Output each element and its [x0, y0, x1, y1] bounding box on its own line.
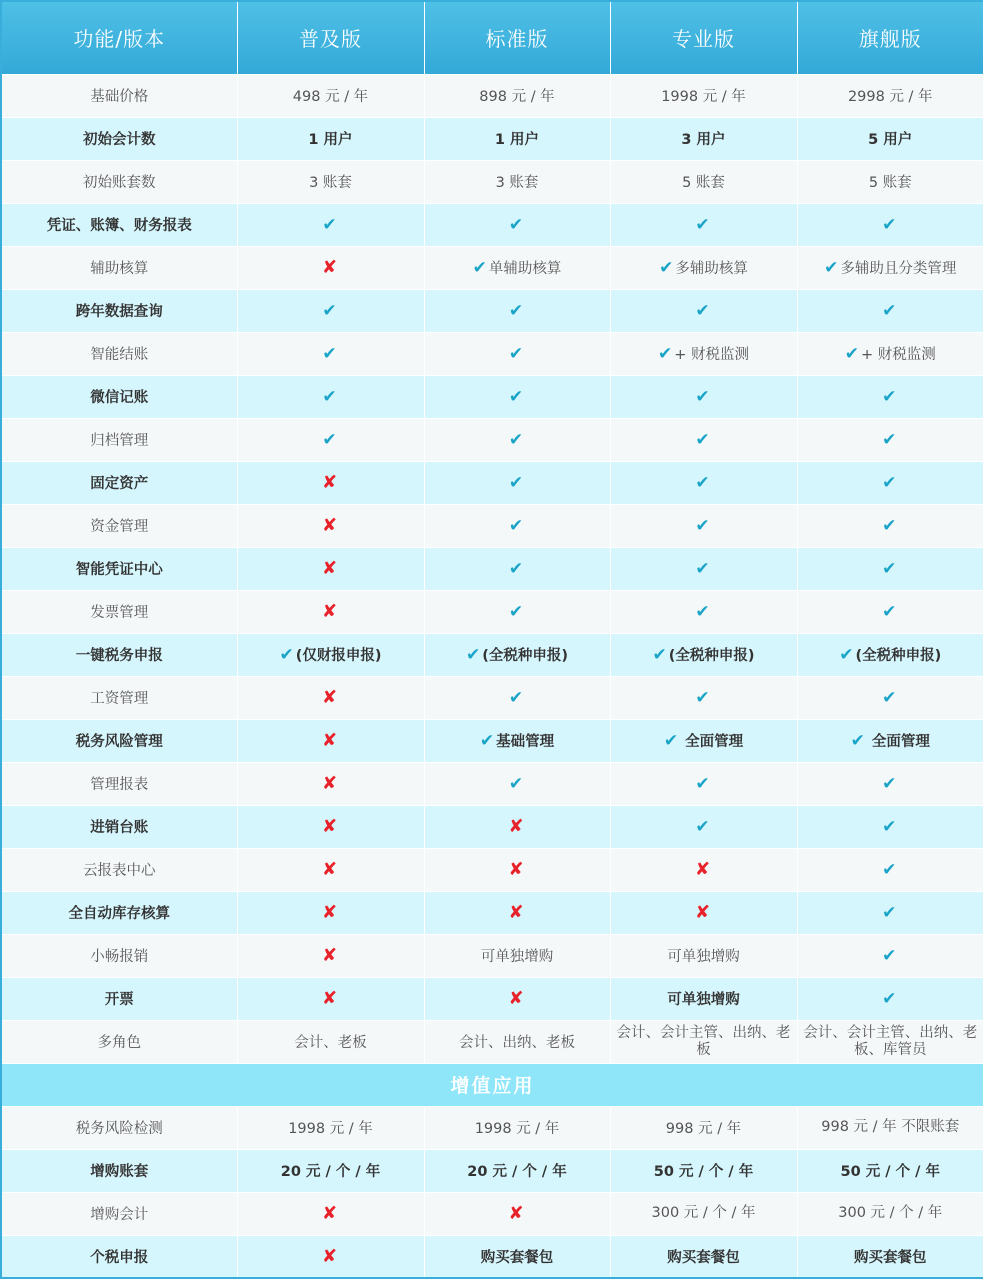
edition-cell [797, 246, 983, 289]
edition-cell [424, 848, 610, 891]
edition-cell [237, 117, 424, 160]
check-icon: ✔ [882, 558, 897, 579]
edition-cell [610, 203, 797, 246]
check-icon: ✔ [695, 300, 710, 321]
check-icon: ✔ [279, 645, 294, 665]
edition-cell [797, 547, 983, 590]
cell-value: 2998 元 / 年 [847, 89, 933, 105]
cell-value: 498 元 / 年 [292, 89, 369, 105]
edition-cell [610, 504, 797, 547]
edition-cell [424, 977, 610, 1020]
check-icon: ✔ [882, 386, 897, 407]
edition-cell [610, 676, 797, 719]
edition-cell [424, 1149, 610, 1192]
edition-cell [797, 160, 983, 203]
check-icon: ✔ [882, 773, 897, 794]
check-icon: ✔ [695, 601, 710, 622]
edition-cell [237, 246, 424, 289]
cross-icon: ✘ [321, 902, 338, 923]
edition-cell [424, 117, 610, 160]
edition-cell [237, 805, 424, 848]
edition-cell [797, 1149, 983, 1192]
edition-cell [424, 1106, 610, 1149]
edition-cell [237, 547, 424, 590]
edition-cell [610, 1020, 797, 1063]
check-icon: ✔ [322, 300, 337, 321]
feature-name: 税务风险管理 [1, 719, 237, 762]
check-icon: ✔ [508, 300, 524, 321]
cell-value: 50 元 / 个 / 年 [653, 1164, 754, 1180]
check-icon: ✔ [882, 429, 897, 450]
table-row [1, 160, 983, 203]
feature-name: 发票管理 [1, 590, 237, 633]
table-row [1, 289, 983, 332]
edition-cell [237, 719, 424, 762]
edition-cell [797, 676, 983, 719]
cross-icon: ✘ [321, 1203, 338, 1224]
edition-cell [424, 1192, 610, 1235]
cell-value: 3 用户 [681, 132, 726, 148]
check-icon: ✔ [882, 816, 897, 837]
edition-cell [237, 1149, 424, 1192]
feature-name: 进销台账 [1, 805, 237, 848]
check-icon: ✔ [695, 214, 710, 235]
edition-cell [424, 74, 610, 117]
edition-cell [797, 633, 983, 676]
feature-name: 凭证、账簿、财务报表 [1, 203, 237, 246]
edition-cell [797, 934, 983, 977]
check-icon: ✔ [663, 731, 679, 751]
cell-value: 会计、会计主管、出纳、老板 [616, 1024, 791, 1058]
cross-icon: ✘ [321, 558, 338, 579]
table-row [1, 504, 983, 547]
cross-icon: ✘ [508, 988, 524, 1009]
edition-cell [237, 676, 424, 719]
cross-icon: ✘ [321, 730, 338, 751]
edition-cell [797, 332, 983, 375]
edition-cell [610, 762, 797, 805]
edition-cell [797, 848, 983, 891]
edition-cell [610, 1106, 797, 1149]
edition-cell [610, 74, 797, 117]
cell-note: + 财税监测 [860, 347, 936, 363]
edition-cell [610, 289, 797, 332]
table-row [1, 117, 983, 160]
feature-name: 初始账套数 [1, 160, 237, 203]
cross-icon: ✘ [508, 859, 524, 880]
cell-value: 1998 元 / 年 [474, 1121, 560, 1137]
check-icon: ✔ [882, 902, 897, 923]
check-icon: ✔ [508, 558, 524, 579]
check-icon: ✔ [322, 343, 337, 364]
check-icon: ✔ [657, 344, 673, 364]
edition-cell [237, 289, 424, 332]
cell-value: 3 账套 [309, 175, 352, 191]
header-feature-version: 功能/版本 [1, 1, 237, 74]
cell-note: (仅财报申报) [295, 648, 382, 664]
cell-value: 898 元 / 年 [479, 89, 555, 105]
cell-value: 5 账套 [682, 175, 725, 191]
edition-cell [610, 160, 797, 203]
edition-cell [797, 762, 983, 805]
edition-cell [424, 1020, 610, 1063]
feature-name: 初始会计数 [1, 117, 237, 160]
edition-cell [237, 1235, 424, 1278]
check-icon: ✔ [695, 558, 710, 579]
check-icon: ✔ [472, 258, 487, 278]
cell-value: 1 用户 [308, 132, 353, 148]
edition-cell [610, 977, 797, 1020]
table-row [1, 762, 983, 805]
edition-cell [424, 805, 610, 848]
check-icon: ✔ [844, 344, 859, 364]
table-row [1, 719, 983, 762]
check-icon: ✔ [465, 645, 481, 665]
feature-name: 管理报表 [1, 762, 237, 805]
check-icon: ✔ [824, 258, 839, 278]
header-edition-flagship: 旗舰版 [797, 1, 983, 74]
check-icon: ✔ [479, 731, 495, 751]
check-icon: ✔ [882, 859, 897, 880]
table-row [1, 375, 983, 418]
check-icon: ✔ [508, 515, 524, 536]
edition-cell [424, 676, 610, 719]
table-body [1, 74, 983, 1278]
table-row [1, 246, 983, 289]
cross-icon: ✘ [321, 945, 338, 966]
table-row [1, 934, 983, 977]
table-row [1, 1192, 983, 1235]
feature-name: 资金管理 [1, 504, 237, 547]
check-icon: ✔ [695, 386, 710, 407]
check-icon: ✔ [882, 214, 897, 235]
feature-name: 跨年数据查询 [1, 289, 237, 332]
feature-name: 小畅报销 [1, 934, 237, 977]
edition-cell [797, 719, 983, 762]
edition-cell [610, 418, 797, 461]
edition-cell [237, 504, 424, 547]
feature-name: 一键税务申报 [1, 633, 237, 676]
edition-cell [797, 117, 983, 160]
cell-value: 购买套餐包 [667, 1249, 740, 1266]
check-icon: ✔ [322, 214, 337, 235]
edition-cell [424, 461, 610, 504]
edition-cell [610, 461, 797, 504]
check-icon: ✔ [322, 386, 337, 407]
cell-value: 998 元 / 年 不限账套 [821, 1119, 960, 1135]
table-row [1, 1020, 983, 1063]
cross-icon: ✘ [321, 687, 338, 708]
cross-icon: ✘ [321, 472, 338, 493]
edition-cell [610, 1235, 797, 1278]
section-row [1, 1063, 983, 1106]
edition-cell [797, 289, 983, 332]
table-row [1, 676, 983, 719]
cell-value: 会计、老板 [294, 1035, 367, 1051]
edition-cell [237, 203, 424, 246]
edition-cell [797, 461, 983, 504]
cell-note: 多辅助且分类管理 [840, 261, 957, 277]
check-icon: ✔ [882, 601, 897, 622]
edition-cell [610, 1149, 797, 1192]
check-icon: ✔ [882, 515, 897, 536]
cell-value: 1998 元 / 年 [288, 1121, 373, 1137]
feature-name: 智能凭证中心 [1, 547, 237, 590]
cell-note: (全税种申报) [668, 648, 755, 664]
cell-note: 全面管理 [866, 734, 930, 750]
edition-cell [424, 719, 610, 762]
cross-icon: ✘ [694, 902, 711, 923]
edition-cell [237, 74, 424, 117]
check-icon: ✔ [882, 687, 897, 708]
edition-cell [237, 418, 424, 461]
cell-note: 多辅助核算 [675, 261, 748, 277]
edition-cell [237, 461, 424, 504]
feature-name: 云报表中心 [1, 848, 237, 891]
cell-value: 会计、出纳、老板 [459, 1035, 575, 1051]
cell-value: 5 账套 [868, 175, 912, 191]
check-icon: ✔ [695, 816, 710, 837]
cross-icon: ✘ [694, 859, 711, 880]
check-icon: ✔ [508, 343, 524, 364]
check-icon: ✔ [322, 429, 337, 450]
table-row [1, 332, 983, 375]
edition-cell [237, 1020, 424, 1063]
check-icon: ✔ [850, 731, 865, 751]
edition-cell [237, 590, 424, 633]
cell-value: 3 账套 [495, 175, 539, 191]
edition-cell [610, 590, 797, 633]
table-row [1, 1106, 983, 1149]
cell-value: 50 元 / 个 / 年 [840, 1164, 940, 1180]
edition-cell [237, 848, 424, 891]
cross-icon: ✘ [321, 859, 338, 880]
edition-cell [424, 375, 610, 418]
edition-cell [797, 1020, 983, 1063]
cross-icon: ✘ [321, 601, 338, 622]
table-row [1, 203, 983, 246]
cross-icon: ✘ [321, 816, 338, 837]
edition-cell [424, 1235, 610, 1278]
edition-cell [424, 203, 610, 246]
cell-note: 基础管理 [496, 734, 555, 750]
edition-cell [237, 1106, 424, 1149]
check-icon: ✔ [882, 472, 897, 493]
check-icon: ✔ [882, 300, 897, 321]
check-icon: ✔ [508, 386, 524, 407]
header-edition-professional: 专业版 [610, 1, 797, 74]
feature-name: 全自动库存核算 [1, 891, 237, 934]
edition-cell [424, 289, 610, 332]
check-icon: ✔ [652, 645, 667, 665]
edition-cell [797, 805, 983, 848]
edition-cell [797, 1106, 983, 1149]
cell-value: 可单独增购 [667, 949, 740, 965]
cell-value: 5 用户 [868, 132, 913, 148]
edition-cell [424, 891, 610, 934]
cell-value: 会计、会计主管、出纳、老板、库管员 [803, 1024, 978, 1058]
cell-note: + 财税监测 [674, 347, 749, 363]
check-icon: ✔ [695, 472, 710, 493]
edition-cell [237, 633, 424, 676]
check-icon: ✔ [659, 258, 674, 278]
cell-value: 购买套餐包 [480, 1249, 554, 1266]
edition-cell [797, 203, 983, 246]
edition-cell [610, 375, 797, 418]
cross-icon: ✘ [321, 515, 338, 536]
cross-icon: ✘ [508, 1203, 524, 1224]
edition-cell [797, 74, 983, 117]
edition-cell [424, 633, 610, 676]
cell-note: (全税种申报) [482, 648, 568, 664]
check-icon: ✔ [508, 429, 524, 450]
edition-cell [797, 1235, 983, 1278]
cell-note: (全税种申报) [855, 648, 942, 664]
edition-cell [797, 504, 983, 547]
check-icon: ✔ [508, 773, 524, 794]
table-row [1, 805, 983, 848]
check-icon: ✔ [508, 601, 524, 622]
feature-name: 智能结账 [1, 332, 237, 375]
edition-cell [424, 160, 610, 203]
table-row [1, 461, 983, 504]
check-icon: ✔ [695, 773, 710, 794]
feature-name: 辅助核算 [1, 246, 237, 289]
cell-value: 可单独增购 [480, 949, 554, 965]
cell-value: 1998 元 / 年 [661, 89, 746, 105]
feature-name: 增购会计 [1, 1192, 237, 1235]
edition-cell [610, 246, 797, 289]
cross-icon: ✘ [321, 988, 338, 1009]
edition-cell [424, 590, 610, 633]
cell-value: 300 元 / 个 / 年 [838, 1205, 943, 1221]
edition-cell [424, 762, 610, 805]
edition-cell [424, 246, 610, 289]
check-icon: ✔ [695, 515, 710, 536]
edition-cell [237, 1192, 424, 1235]
table-row [1, 1149, 983, 1192]
feature-name: 工资管理 [1, 676, 237, 719]
check-icon: ✔ [695, 687, 710, 708]
edition-cell [424, 504, 610, 547]
cross-icon: ✘ [508, 902, 524, 923]
table-row [1, 590, 983, 633]
check-icon: ✔ [508, 214, 524, 235]
edition-cell [237, 160, 424, 203]
feature-name: 基础价格 [1, 74, 237, 117]
cross-icon: ✘ [508, 816, 524, 837]
edition-cell [237, 332, 424, 375]
check-icon: ✔ [882, 988, 897, 1009]
feature-name: 税务风险检测 [1, 1106, 237, 1149]
edition-cell [610, 848, 797, 891]
cell-note: 全面管理 [680, 734, 744, 750]
feature-name: 归档管理 [1, 418, 237, 461]
edition-cell [237, 375, 424, 418]
edition-cell [424, 418, 610, 461]
edition-cell [610, 332, 797, 375]
check-icon: ✔ [882, 945, 897, 966]
edition-cell [610, 719, 797, 762]
table-row [1, 547, 983, 590]
cell-note: 单辅助核算 [488, 261, 562, 277]
edition-cell [610, 891, 797, 934]
check-icon: ✔ [695, 429, 710, 450]
table-row [1, 633, 983, 676]
cell-value: 300 元 / 个 / 年 [651, 1205, 756, 1221]
header-edition-basic: 普及版 [237, 1, 424, 74]
check-icon: ✔ [839, 645, 854, 665]
section-title: 增值应用 [1, 1063, 983, 1106]
edition-cell [424, 332, 610, 375]
edition-cell [424, 934, 610, 977]
cross-icon: ✘ [321, 1245, 338, 1267]
table-row [1, 418, 983, 461]
edition-cell [610, 934, 797, 977]
check-icon: ✔ [508, 472, 524, 493]
feature-name: 个税申报 [1, 1235, 237, 1278]
edition-cell [797, 891, 983, 934]
table-row [1, 891, 983, 934]
feature-name: 增购账套 [1, 1149, 237, 1192]
table-row [1, 848, 983, 891]
edition-cell [237, 934, 424, 977]
edition-cell [610, 547, 797, 590]
cell-value: 998 元 / 年 [665, 1121, 742, 1137]
edition-cell [797, 418, 983, 461]
feature-name: 开票 [1, 977, 237, 1020]
cross-icon: ✘ [321, 257, 338, 278]
edition-cell [237, 762, 424, 805]
check-icon: ✔ [508, 687, 524, 708]
edition-cell [610, 117, 797, 160]
feature-name: 微信记账 [1, 375, 237, 418]
edition-cell [797, 375, 983, 418]
edition-cell [237, 891, 424, 934]
table-row [1, 977, 983, 1020]
table-row [1, 1235, 983, 1278]
edition-cell [237, 977, 424, 1020]
feature-name: 固定资产 [1, 461, 237, 504]
cell-value: 20 元 / 个 / 年 [467, 1164, 567, 1180]
cell-value: 20 元 / 个 / 年 [280, 1164, 381, 1180]
cell-value: 购买套餐包 [854, 1249, 927, 1266]
edition-cell [610, 1192, 797, 1235]
header-edition-standard: 标准版 [424, 1, 610, 74]
edition-cell [610, 633, 797, 676]
edition-cell [797, 590, 983, 633]
table-row [1, 74, 983, 117]
edition-cell [610, 805, 797, 848]
cell-value: 1 用户 [494, 132, 540, 148]
edition-cell [424, 547, 610, 590]
table-header [1, 1, 983, 74]
feature-name: 多角色 [1, 1020, 237, 1063]
cross-icon: ✘ [321, 773, 338, 794]
edition-cell [797, 977, 983, 1020]
edition-cell [797, 1192, 983, 1235]
cell-value: 可单独增购 [667, 992, 740, 1008]
